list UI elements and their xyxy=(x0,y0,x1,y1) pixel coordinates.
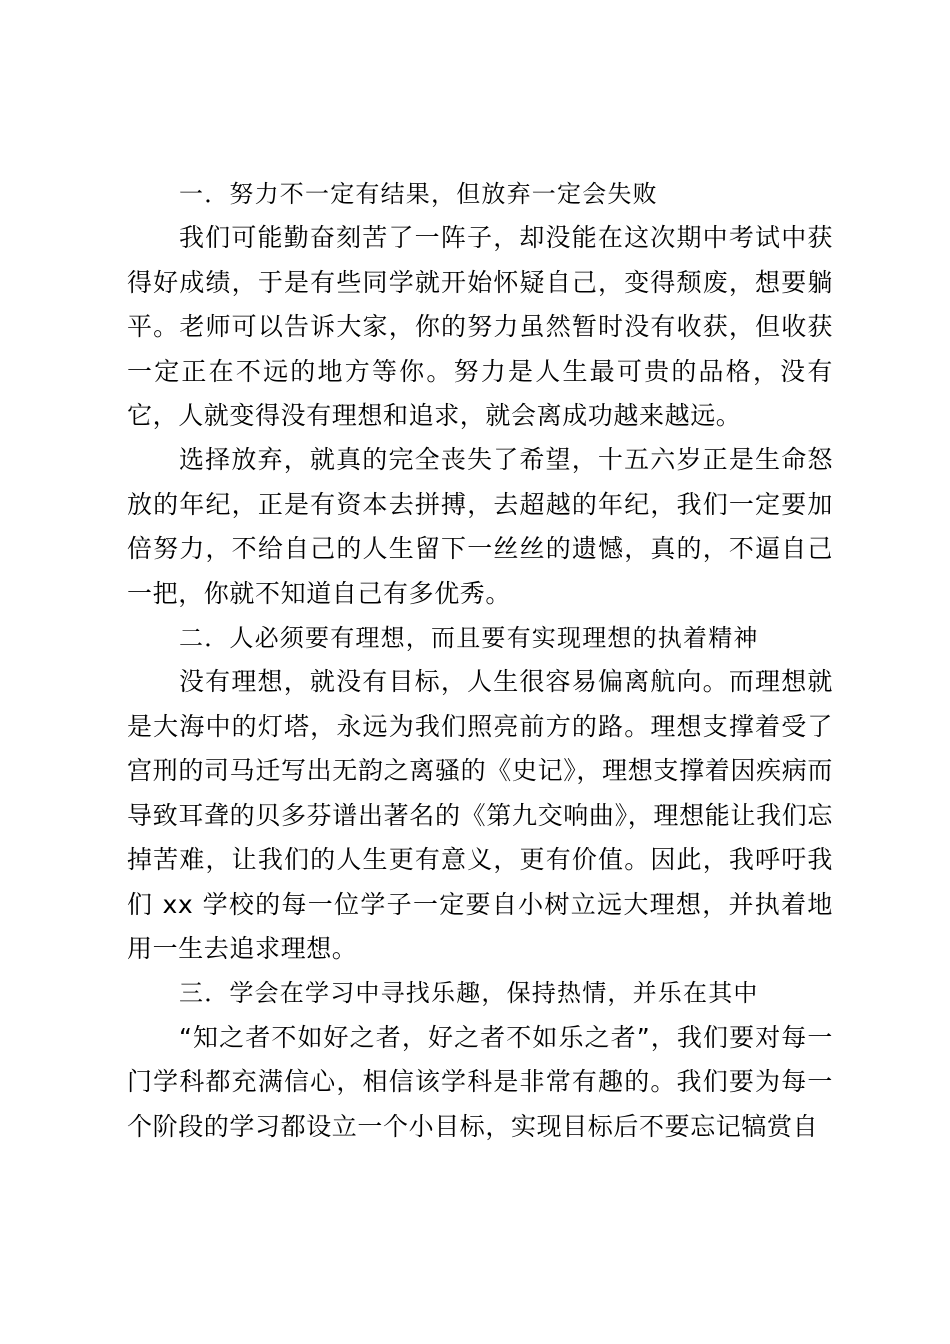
paragraph-4: “知之者不如好之者，好之者不如乐之者”，我们要对每一门学科都充满信心，相信该学科是非常有趣的。我们要为每一个阶段的学习都设立一个小目标，实现目标后不要忘记犒赏自 xyxy=(127,1022,833,1141)
document-body xyxy=(127,172,833,1149)
section-heading-2: 二．人必须要有理想，而且要有实现理想的执着精神 xyxy=(179,624,759,653)
section-heading-1: 一．努力不一定有结果，但放弃一定会失败 xyxy=(179,180,658,208)
paragraph-1: 我们可能勤奋刻苦了一阵子，却没能在这次期中考试中获得好成绩，于是有些同学就开始怀疑自己，变得颓废，想要躺平。老师可以告诉大家，你的努力虽然暂时没有收获，但收获一定正在不远的地方等你。努力是人生最可贵的品格，没有它，人就变得没有理想和追求，就会离成功越来越远。 xyxy=(127,223,833,431)
section-heading-3: 三．学会在学习中寻找乐趣，保持热情，并乐在其中 xyxy=(179,979,759,1008)
paragraph-2: 选择放弃，就真的完全丧失了希望，十五六岁正是生命怒放的年纪，正是有资本去拼搏，去超越的年纪，我们一定要加倍努力，不给自己的人生留下一丝丝的遗憾，真的，不逼自己一把，你就不知道自己有多优秀。 xyxy=(127,445,833,608)
paragraph-3: 没有理想，就没有目标，人生很容易偏离航向。而理想就是大海中的灯塔，永远为我们照亮前方的路。理想支撑着受了宫刑的司马迁写出无韵之离骚的《史记》，理想支撑着因疾病而导致耳聋的贝多芬谱出著名的《第九交响曲》，理想能让我们忘掉苦难，让我们的人生更有意义，更有价值。因此，我呼吁我们 xx 学校的每一位学子一定要自小树立远大理想，并执着地用一生去追求理想。 xyxy=(127,667,833,963)
